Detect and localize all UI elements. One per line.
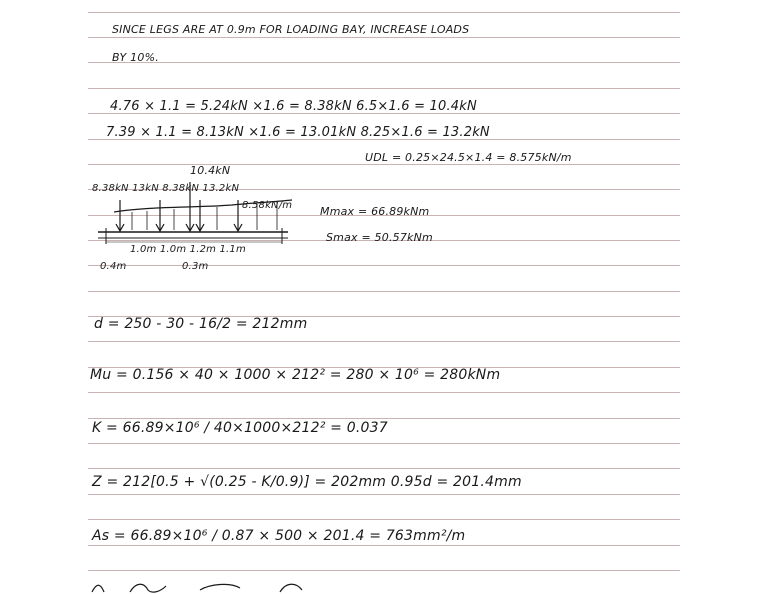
effective-depth-calc: d = 250 - 30 - 16/2 = 212mm	[94, 316, 308, 332]
k-calc: K = 66.89×10⁶ / 40×1000×212² = 0.037	[92, 420, 388, 436]
udl-calc: UDL = 0.25×24.5×1.4 = 8.575kN/m	[365, 151, 572, 164]
ruled-line	[88, 545, 680, 546]
ruled-line	[88, 494, 680, 495]
as-calc: As = 66.89×10⁶ / 0.87 × 500 × 201.4 = 763mm²/m	[92, 528, 466, 544]
beam-load-diagram	[92, 160, 302, 275]
calc-line-1: 4.76 × 1.1 = 5.24kN ×1.6 = 8.38kN 6.5×1.6 = 10.4kN	[110, 99, 477, 114]
z-calc: Z = 212[0.5 + √(0.25 - K/0.9)] = 202mm 0.95d = 201.4mm	[92, 474, 522, 490]
ruled-line	[88, 291, 680, 292]
max-shear: Smax = 50.57kNm	[326, 231, 433, 244]
mid-dimension: 0.3m	[182, 261, 209, 272]
ruled-line	[88, 519, 680, 520]
max-moment: Mmax = 66.89kNm	[320, 205, 430, 218]
ruled-line	[88, 12, 680, 13]
ruled-line	[88, 62, 680, 63]
beam-diagram-svg	[92, 160, 302, 275]
calc-line-2: 7.39 × 1.1 = 8.13kN ×1.6 = 13.01kN 8.25×1.6 = 13.2kN	[106, 125, 490, 140]
udl-label: 8.58kN/m	[242, 200, 293, 211]
left-dimension: 0.4m	[100, 261, 127, 272]
ruled-line	[88, 37, 680, 38]
span-labels: 1.0m 1.0m 1.2m 1.1m	[130, 244, 246, 255]
ruled-line	[88, 570, 680, 571]
cut-off-writing	[90, 580, 350, 594]
load-labels: 8.38kN 13kN 8.38kN 13.2kN	[92, 183, 240, 194]
note-line-1: SINCE LEGS ARE AT 0.9m FOR LOADING BAY, INCREASE LOADS	[112, 23, 470, 36]
load-label-10-4: 10.4kN	[190, 164, 231, 177]
ruled-line	[88, 341, 680, 342]
ruled-line	[88, 418, 680, 419]
note-line-2: BY 10%.	[112, 51, 159, 64]
ruled-line	[88, 392, 680, 393]
mu-calc: Mu = 0.156 × 40 × 1000 × 212² = 280 × 10⁶ = 280kNm	[90, 367, 501, 383]
ruled-line	[88, 468, 680, 469]
ruled-line	[88, 443, 680, 444]
ruled-line	[88, 88, 680, 89]
